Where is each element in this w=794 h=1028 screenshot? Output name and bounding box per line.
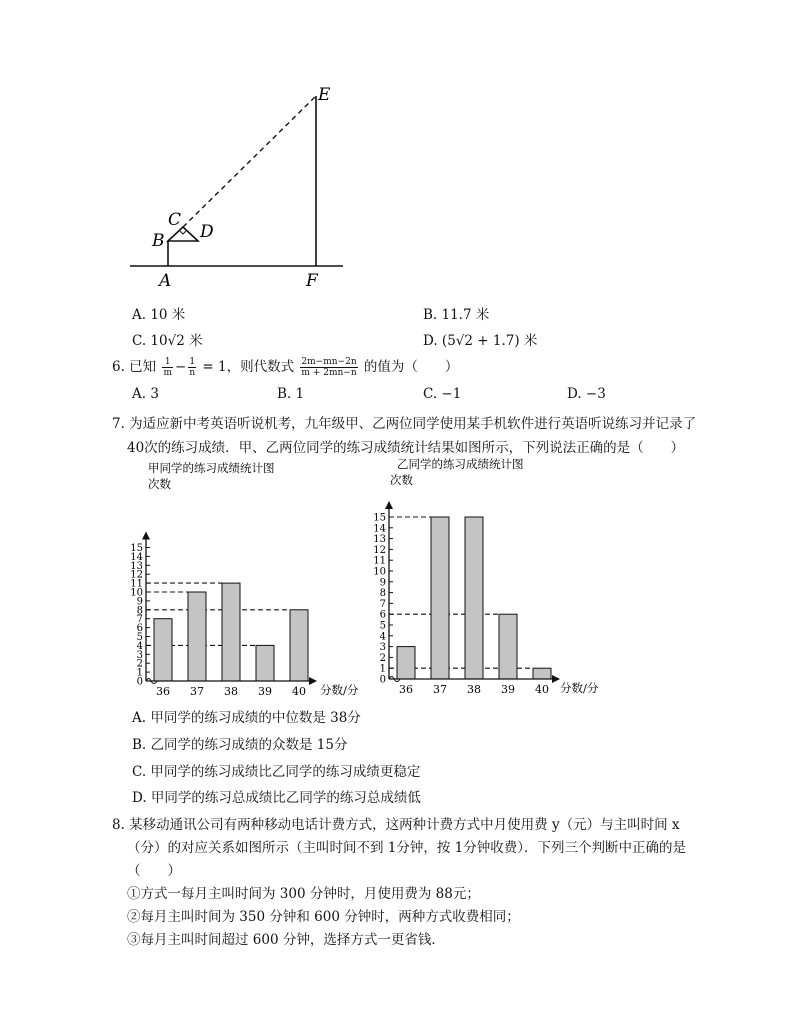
q6-question bbox=[112, 355, 458, 378]
y-tick-label: 13 bbox=[373, 534, 386, 546]
q6-option-c[interactable]: C. −1 bbox=[423, 386, 462, 402]
x-tick-label: 40 bbox=[292, 685, 306, 698]
label-F: F bbox=[306, 271, 318, 291]
y-tick-label: 6 bbox=[136, 623, 143, 635]
bar bbox=[256, 645, 274, 681]
chart-yi bbox=[360, 456, 610, 701]
y-tick-label: 15 bbox=[130, 543, 143, 554]
q5-option-a[interactable]: A. 10 米 bbox=[132, 307, 186, 323]
q6-equals: = 1，则代数式 bbox=[202, 359, 295, 375]
y-tick-label: 12 bbox=[130, 569, 143, 581]
y-tick-label: 7 bbox=[136, 614, 143, 626]
chart-xlabel: 分数/分 bbox=[560, 681, 599, 695]
q5-option-b[interactable]: B. 11.7 米 bbox=[423, 307, 490, 323]
x-tick-label: 39 bbox=[258, 685, 272, 698]
q8-item-2: ②每月主叫时间为 350 分钟和 600 分钟时，两种方式收费相同； bbox=[127, 909, 520, 925]
y-tick-label: 11 bbox=[130, 578, 143, 590]
q6-fraction-2: $\frac{1}{n}$ bbox=[189, 357, 196, 378]
label-D: D bbox=[200, 222, 214, 242]
y-tick-label: 13 bbox=[130, 560, 143, 572]
geometry-figure bbox=[120, 80, 360, 295]
q8-line-1: 8. 某移动通讯公司有两种移动电话计费方式，这两种计费方式中月使用费 y（元）与主叫时间 x bbox=[112, 817, 680, 833]
q8-item-3: ③每月主叫时间超过 600 分钟，选择方式一更省钱． bbox=[127, 932, 445, 948]
bar bbox=[533, 668, 551, 679]
y-tick-label: 15 bbox=[373, 512, 386, 524]
y-tick-label: 0 bbox=[136, 676, 143, 688]
q6-suffix: 的值为（ ） bbox=[363, 359, 459, 375]
bar bbox=[154, 619, 172, 681]
y-tick-label: 7 bbox=[379, 598, 386, 610]
y-tick-label: 3 bbox=[379, 642, 386, 654]
label-A: A bbox=[159, 271, 172, 291]
q8-line-2: （分）的对应关系如图所示（主叫时间不到 1分钟，按 1分钟收费）．下列三个判断中正确的是 bbox=[127, 840, 687, 856]
y-axis-arrow bbox=[142, 532, 150, 540]
x-tick-label: 39 bbox=[501, 683, 515, 696]
bar bbox=[290, 610, 308, 681]
x-tick-label: 40 bbox=[535, 683, 549, 696]
y-tick-label: 4 bbox=[379, 631, 386, 643]
y-tick-label: 5 bbox=[136, 632, 143, 643]
x-tick-label: 36 bbox=[156, 685, 170, 698]
y-tick-label: 10 bbox=[130, 587, 143, 599]
y-tick-label: 12 bbox=[373, 544, 386, 556]
y-tick-label: 3 bbox=[136, 649, 143, 661]
chart-ylabel: 次数 bbox=[148, 477, 171, 491]
y-tick-label: 8 bbox=[136, 605, 143, 617]
bar bbox=[222, 583, 240, 681]
x-axis-arrow bbox=[552, 675, 560, 683]
y-axis-arrow bbox=[385, 501, 393, 509]
y-tick-label: 9 bbox=[136, 596, 143, 608]
y-tick-label: 4 bbox=[136, 640, 143, 652]
chart-ylabel: 次数 bbox=[390, 473, 413, 487]
y-tick-label: 8 bbox=[379, 588, 386, 600]
y-tick-label: 11 bbox=[373, 555, 386, 567]
q6-option-a[interactable]: A. 3 bbox=[132, 386, 159, 402]
y-tick-label: 2 bbox=[136, 658, 143, 670]
x-tick-label: 38 bbox=[467, 683, 481, 696]
y-tick-label: 10 bbox=[373, 566, 386, 578]
q7-option-d[interactable]: D. 甲同学的练习总成绩比乙同学的练习总成绩低 bbox=[132, 790, 421, 806]
q7-option-b[interactable]: B. 乙同学的练习成绩的众数是 15分 bbox=[132, 737, 348, 753]
q7-line-1: 7. 为适应新中考英语听说机考，九年级甲、乙两位同学使用某手机软件进行英语听说练习并记录了 bbox=[112, 416, 697, 432]
label-B: B bbox=[152, 231, 165, 251]
q6-prefix: 6. 已知 bbox=[112, 359, 157, 375]
bar bbox=[499, 614, 517, 679]
q7-line-2: 40次的练习成绩．甲、乙两位同学的练习成绩统计结果如图所示，下列说法正确的是（ ） bbox=[127, 440, 685, 456]
q6-fraction-3: $\frac{2m-mn-2n}{m + 2mn-n}$ bbox=[301, 357, 357, 378]
bar bbox=[465, 517, 483, 679]
y-tick-label: 6 bbox=[379, 609, 386, 621]
q5-option-c[interactable]: C. 10√2 米 bbox=[132, 333, 203, 349]
x-tick-label: 38 bbox=[224, 685, 238, 698]
sight-line-CE bbox=[183, 96, 316, 227]
chart-title: 乙同学的练习成绩统计图 bbox=[397, 457, 524, 471]
q8-item-1: ①方式一每月主叫时间为 300 分钟时，月使用费为 88元； bbox=[127, 886, 480, 902]
chart-xlabel: 分数/分 bbox=[320, 683, 359, 697]
bar bbox=[397, 647, 415, 679]
q7-option-a[interactable]: A. 甲同学的练习成绩的中位数是 38分 bbox=[132, 710, 361, 726]
right-angle-mark bbox=[180, 231, 186, 234]
q6-minus: − bbox=[175, 359, 187, 375]
q7-option-c[interactable]: C. 甲同学的练习成绩比乙同学的练习成绩更稳定 bbox=[132, 764, 421, 780]
label-C: C bbox=[168, 210, 182, 230]
q6-option-b[interactable]: B. 1 bbox=[277, 386, 305, 402]
q5-option-d[interactable]: D. (5√2 + 1.7) 米 bbox=[423, 333, 538, 349]
y-tick-label: 14 bbox=[130, 551, 143, 563]
bar bbox=[431, 517, 449, 679]
x-tick-label: 37 bbox=[190, 685, 204, 698]
y-tick-label: 5 bbox=[379, 620, 386, 632]
q8-line-3: （ ） bbox=[127, 863, 181, 879]
bar bbox=[188, 592, 206, 681]
x-tick-label: 37 bbox=[433, 683, 447, 696]
q6-option-d[interactable]: D. −3 bbox=[567, 386, 606, 402]
label-E: E bbox=[318, 85, 331, 105]
y-tick-label: 1 bbox=[379, 663, 386, 675]
x-tick-label: 36 bbox=[399, 683, 413, 696]
q6-fraction-1: $\frac{1}{m}$ bbox=[163, 357, 173, 378]
y-tick-label: 9 bbox=[379, 577, 386, 589]
chart-jia bbox=[120, 456, 370, 701]
y-tick-label: 14 bbox=[373, 523, 386, 535]
y-tick-label: 2 bbox=[379, 652, 386, 664]
y-tick-label: 1 bbox=[136, 667, 143, 679]
x-axis-arrow bbox=[309, 677, 317, 685]
chart-title: 甲同学的练习成绩统计图 bbox=[148, 461, 275, 475]
y-tick-label: 0 bbox=[379, 674, 386, 686]
